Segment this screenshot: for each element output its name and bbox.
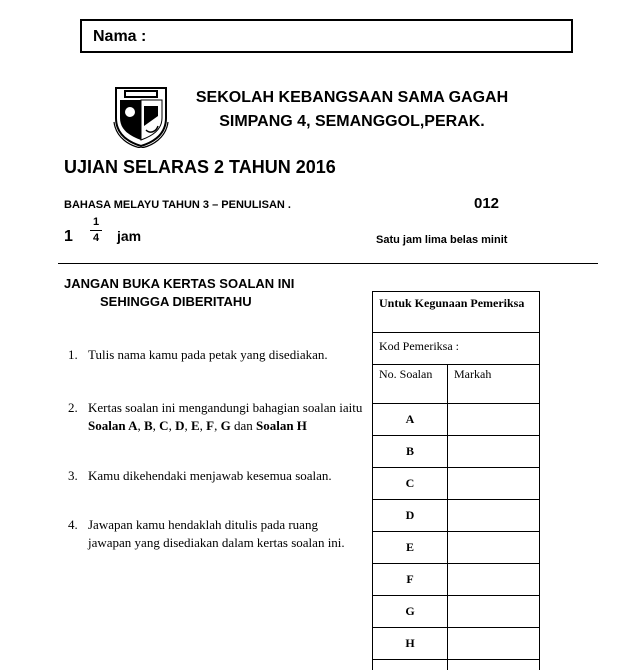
section-label: G — [373, 596, 448, 628]
section-label: D — [373, 500, 448, 532]
instruction-number: 2. — [68, 399, 78, 417]
mark-cell[interactable] — [448, 596, 540, 628]
mark-cell[interactable] — [448, 532, 540, 564]
exam-title: UJIAN SELARAS 2 TAHUN 2016 — [64, 157, 336, 178]
mark-cell[interactable] — [448, 564, 540, 596]
section-label: F — [373, 564, 448, 596]
mark-cell[interactable] — [448, 404, 540, 436]
instruction-number: 4. — [68, 516, 78, 534]
mark-cell[interactable] — [448, 500, 540, 532]
instruction-text: Tulis nama kamu pada petak yang disediakan. — [88, 346, 363, 364]
table-row-empty — [373, 660, 448, 670]
subject-line: BAHASA MELAYU TAHUN 3 – PENULISAN . — [64, 199, 291, 211]
duration-whole: 1 — [64, 228, 73, 246]
mark-cell[interactable] — [448, 628, 540, 660]
duration-numerator: 1 — [90, 216, 102, 229]
column-header-markah: Markah — [448, 365, 540, 404]
examiner-code-field[interactable]: Kod Pemeriksa : — [373, 333, 540, 365]
paper-code: 012 — [474, 195, 499, 212]
duration-unit: jam — [117, 228, 141, 244]
instruction-number: 3. — [68, 467, 78, 485]
section-label: E — [373, 532, 448, 564]
duration-words: Satu jam lima belas minit — [376, 234, 507, 246]
section-label: B — [373, 436, 448, 468]
name-box[interactable] — [80, 19, 573, 53]
section-label: C — [373, 468, 448, 500]
fraction-bar — [90, 230, 102, 231]
mark-cell[interactable] — [448, 436, 540, 468]
name-label: Nama : — [93, 28, 146, 46]
warning-line-1: JANGAN BUKA KERTAS SOALAN INI — [64, 276, 294, 291]
school-address: SIMPANG 4, SEMANGGOL,PERAK. — [162, 113, 542, 131]
section-label: H — [373, 628, 448, 660]
school-name: SEKOLAH KEBANGSAAN SAMA GAGAH — [162, 89, 542, 107]
duration-fraction — [90, 216, 102, 245]
instruction-text: Kamu dikehendaki menjawab kesemua soalan. — [88, 467, 363, 485]
instruction-text: Jawapan kamu hendaklah ditulis pada ruang jawapan yang disediakan dalam kertas soalan ini. — [88, 516, 363, 552]
mark-cell[interactable] — [448, 468, 540, 500]
column-header-soalan: No. Soalan — [373, 365, 448, 404]
examiner-table — [372, 291, 540, 670]
warning-line-2: SEHINGGA DIBERITAHU — [100, 294, 252, 309]
examiner-table-header: Untuk Kegunaan Pemeriksa — [373, 292, 540, 333]
table-row-empty — [448, 660, 540, 670]
section-label: A — [373, 404, 448, 436]
divider — [58, 263, 598, 264]
duration-denominator: 4 — [90, 232, 102, 245]
instruction-text: Kertas soalan ini mengandungi bahagian soalan iaitu Soalan A, B, C, D, E, F, G dan Soalan H — [88, 399, 363, 435]
instruction-number: 1. — [68, 346, 78, 364]
